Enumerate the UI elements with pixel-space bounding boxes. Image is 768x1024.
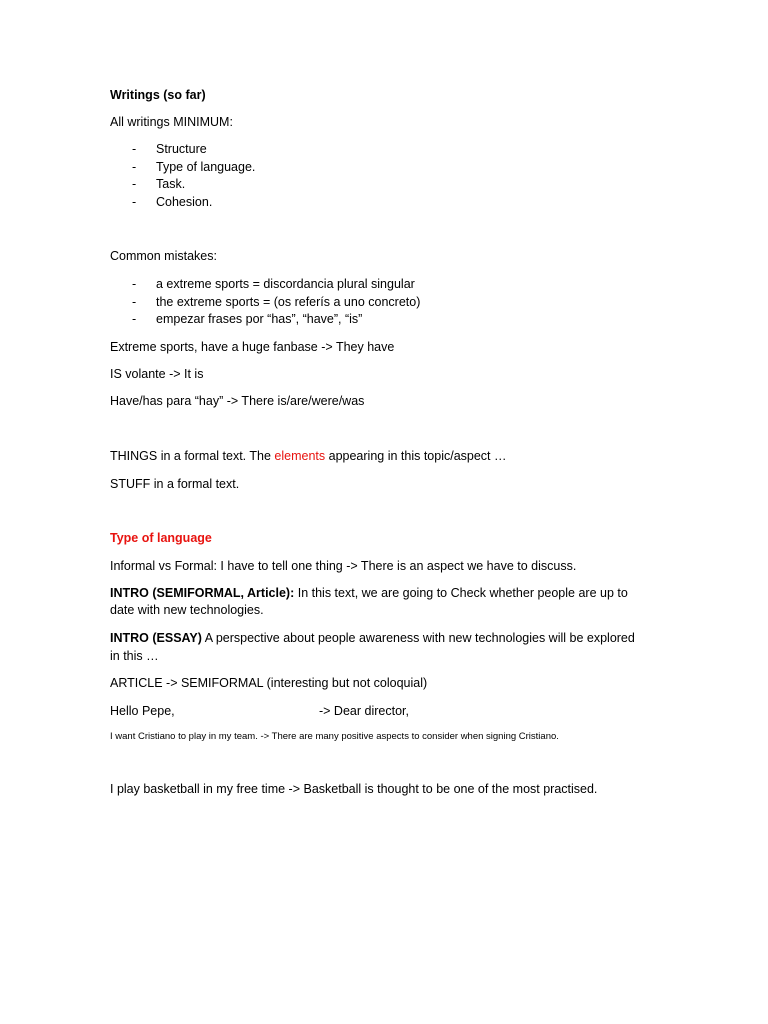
- bullet-dash: -: [132, 312, 137, 326]
- example-line: Have/has para “hay” -> There is/are/were/was: [110, 394, 365, 408]
- list-item-text: Task.: [156, 177, 186, 191]
- list-item-text: Cohesion.: [156, 195, 213, 209]
- article-line: ARTICLE -> SEMIFORMAL (interesting but not coloquial): [110, 676, 428, 690]
- list-item-text: Type of language.: [156, 160, 256, 174]
- cristiano-line: I want Cristiano to play in my team. -> There are many positive aspects to consider when signing Cristiano.: [110, 731, 559, 742]
- type-of-language-heading: Type of language: [110, 531, 212, 545]
- mistakes-label: Common mistakes:: [110, 249, 217, 263]
- bullet-dash: -: [132, 142, 137, 156]
- informal-formal-line: Informal vs Formal: I have to tell one thing -> There is an aspect we have to discuss.: [110, 559, 577, 573]
- intro-essay-label: INTRO (ESSAY): [110, 631, 202, 645]
- example-line: Extreme sports, have a huge fanbase -> They have: [110, 340, 395, 354]
- bullet-dash: -: [132, 195, 137, 209]
- list-item-text: a extreme sports = discordancia plural singular: [156, 277, 415, 291]
- bullet-dash: -: [132, 177, 137, 191]
- bullet-dash: -: [132, 160, 137, 174]
- intro-essay-continuation: in this …: [110, 649, 159, 663]
- intro-essay-text: A perspective about people awareness with new technologies will be explored: [201, 631, 635, 645]
- bullet-dash: -: [132, 295, 137, 309]
- things-text: THINGS in a formal text. The: [110, 449, 275, 463]
- intro-semiformal-continuation: date with new technologies.: [110, 603, 264, 617]
- things-text-end: appearing in this topic/aspect …: [325, 449, 507, 463]
- intro-essay-line: [110, 630, 635, 646]
- intro-semiformal-label: INTRO (SEMIFORMAL, Article):: [110, 586, 295, 600]
- example-line: IS volante -> It is: [110, 367, 204, 381]
- basketball-line: I play basketball in my free time -> Basketball is thought to be one of the most practised.: [110, 782, 598, 796]
- greeting-left: Hello Pepe,: [110, 704, 175, 718]
- list-item-text: the extreme sports = (os referís a uno concreto): [156, 295, 421, 309]
- document-heading: Writings (so far): [110, 88, 206, 102]
- elements-highlight: elements: [274, 449, 326, 463]
- intro-semiformal-text: In this text, we are going to Check whether people are up to: [294, 586, 628, 600]
- list-item-text: Structure: [156, 142, 207, 156]
- bullet-dash: -: [132, 277, 137, 291]
- stuff-line: STUFF in a formal text.: [110, 477, 240, 491]
- greeting-right: -> Dear director,: [319, 704, 409, 718]
- intro-semiformal-line: [110, 585, 628, 601]
- minimum-label: All writings MINIMUM:: [110, 115, 233, 129]
- list-item-text: empezar frases por “has”, “have”, “is”: [156, 312, 363, 326]
- things-line: [110, 448, 507, 464]
